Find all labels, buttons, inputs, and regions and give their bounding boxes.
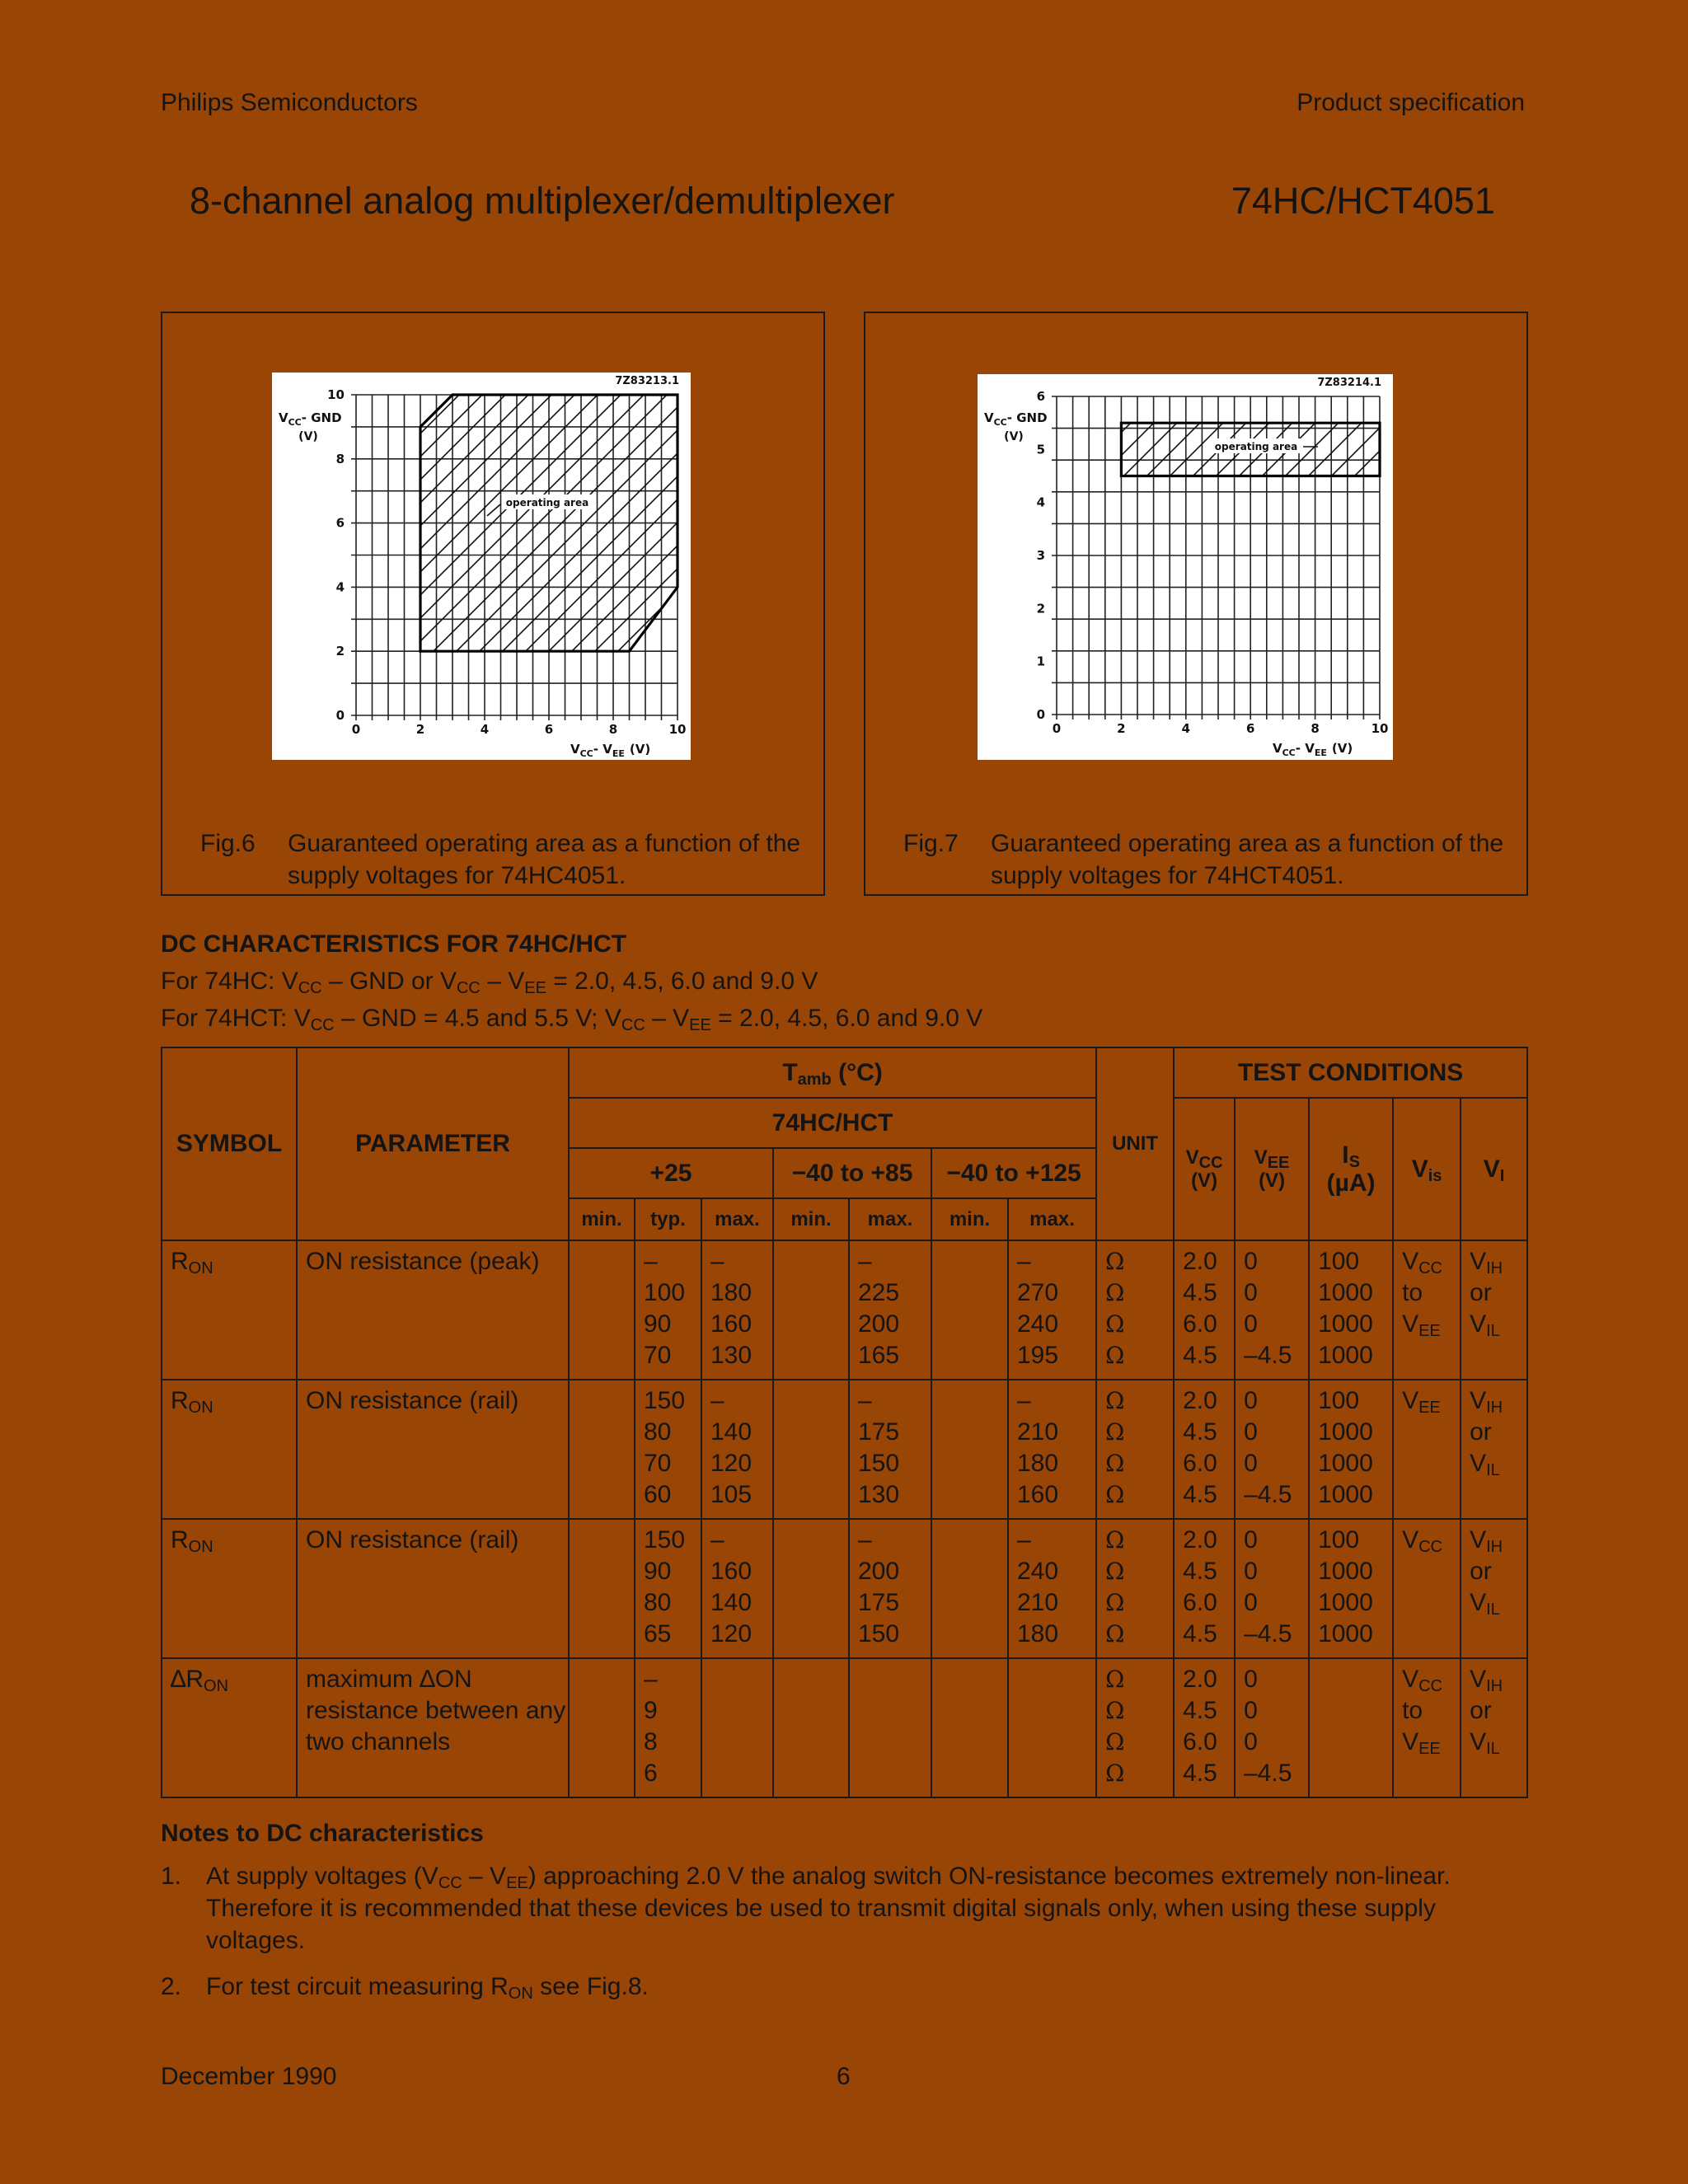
page-number: 6: [837, 2063, 851, 2090]
header-vis: $V_{is}$: [1393, 1098, 1461, 1240]
vee-cell: 0 0 0 –4.5: [1235, 1380, 1309, 1519]
max-25-cell: [701, 1658, 773, 1797]
operating-area-label: operating area: [1214, 441, 1298, 452]
max-125-cell: [1008, 1658, 1096, 1797]
page-title: 8-channel analog multiplexer/demultiplexer: [190, 180, 895, 222]
min-85-cell: [773, 1380, 849, 1519]
footer-date: December 1990: [161, 2063, 337, 2090]
header-max-25: max.: [701, 1198, 773, 1240]
typ-25-cell: 150 80 70 60: [635, 1380, 701, 1519]
header-min-125: min.: [931, 1198, 1008, 1240]
header-max-125: max.: [1008, 1198, 1096, 1240]
vis-cell: $V_{EE}$: [1393, 1380, 1461, 1519]
symbol-cell: $R_{ON}$: [162, 1380, 297, 1519]
figure-code: 7Z83214.1: [1317, 377, 1381, 389]
header-temp-125: −40 to +125: [931, 1148, 1096, 1198]
header-min-25: min.: [569, 1198, 635, 1240]
x-tick-label: 2: [415, 722, 425, 737]
note-2: 2. For test circuit measuring $R_{ON}$ see Fig.8.: [161, 1973, 649, 2003]
header-symbol: SYMBOL: [162, 1047, 297, 1240]
header-vcc: $V_{CC}$ (V): [1174, 1098, 1235, 1240]
y-tick-label: 2: [335, 644, 345, 659]
table-row: [162, 1380, 1527, 1519]
y-tick-label: 0: [1036, 707, 1045, 722]
header-min-85: min.: [773, 1198, 849, 1240]
y-tick-label: 6: [1036, 389, 1045, 404]
max-125-cell: – 210 180 160: [1008, 1380, 1096, 1519]
x-tick-label: 10: [668, 722, 687, 737]
parameter-cell: ON resistance (peak): [297, 1240, 569, 1380]
figure-6-number: Fig.6: [200, 830, 256, 857]
unit-cell: Ω Ω Ω Ω: [1096, 1380, 1174, 1519]
figure-6-box: [161, 312, 825, 896]
x-tick-label: 10: [1371, 721, 1389, 736]
vee-cell: 0 0 0 –4.5: [1235, 1658, 1309, 1797]
x-tick-label: 0: [1052, 721, 1062, 736]
min-85-cell: [773, 1519, 849, 1658]
y-axis-unit: (V): [1004, 430, 1024, 443]
max-85-cell: – 175 150 130: [849, 1380, 931, 1519]
note-1: 1. At supply voltages $(V_{CC} - V_{EE})$ approaching 2.0 V the analog switch ON-resistance becomes extremely non-linear. Therefore it is recommended that these devices be used to transmit digital signals only, when using these supply voltages.: [161, 1863, 1451, 1954]
vcc-cell: 2.0 4.5 6.0 4.5: [1174, 1658, 1235, 1797]
y-tick-label: 10: [327, 387, 345, 402]
x-tick-label: 2: [1117, 721, 1126, 736]
typ-25-cell: 150 90 80 65: [635, 1519, 701, 1658]
y-axis-unit: (V): [298, 430, 318, 443]
y-tick-label: 1: [1036, 654, 1045, 669]
min-125-cell: [931, 1380, 1008, 1519]
min-125-cell: [931, 1658, 1008, 1797]
y-tick-label: 3: [1036, 548, 1045, 563]
fig7-svg: [978, 374, 1393, 760]
is-cell: [1309, 1658, 1393, 1797]
max-125-cell: – 240 210 180: [1008, 1519, 1096, 1658]
hatch-line: [978, 396, 1019, 715]
x-tick-label: 8: [1311, 721, 1320, 736]
vee-cell: 0 0 0 –4.5: [1235, 1519, 1309, 1658]
notes-title: Notes to DC characteristics: [161, 1820, 484, 1847]
table-row: [162, 1519, 1527, 1658]
min-125-cell: [931, 1240, 1008, 1380]
vcc-cell: 2.0 4.5 6.0 4.5: [1174, 1240, 1235, 1380]
vis-cell: $V_{CC}$ to $V_{EE}$: [1393, 1658, 1461, 1797]
max-85-cell: – 225 200 165: [849, 1240, 931, 1380]
parameter-cell: maximum ∆ON resistance between any two channels: [297, 1658, 569, 1797]
min-125-cell: [931, 1519, 1008, 1658]
header-tamb: $T_{amb}$ (°C): [569, 1047, 1096, 1098]
min-25-cell: [569, 1380, 635, 1519]
y-tick-label: 8: [335, 451, 345, 466]
y-tick-label: 6: [335, 515, 345, 531]
y-tick-label: 5: [1036, 442, 1045, 457]
figure-6-chart: [272, 373, 691, 760]
vi-cell: $V_{IH}$ or $V_{IL}$: [1461, 1380, 1527, 1519]
header-typ-25: typ.: [635, 1198, 701, 1240]
unit-cell: Ω Ω Ω Ω: [1096, 1240, 1174, 1380]
typ-25-cell: – 9 8 6: [635, 1658, 701, 1797]
header-unit: UNIT: [1096, 1047, 1174, 1240]
is-cell: 100 1000 1000 1000: [1309, 1380, 1393, 1519]
vcc-cell: 2.0 4.5 6.0 4.5: [1174, 1380, 1235, 1519]
x-tick-label: 8: [608, 722, 618, 737]
symbol-cell: $R_{ON}$: [162, 1519, 297, 1658]
max-125-cell: – 270 240 195: [1008, 1240, 1096, 1380]
figure-7-box: [864, 312, 1528, 896]
header-vee: $V_{EE}$ (V): [1235, 1098, 1309, 1240]
x-tick-label: 6: [544, 722, 554, 737]
hatch-line: [978, 396, 1042, 715]
table-row: [162, 1658, 1527, 1797]
parameter-cell: ON resistance (rail): [297, 1519, 569, 1658]
vee-cell: 0 0 0 –4.5: [1235, 1240, 1309, 1380]
hatch-line: [272, 395, 298, 715]
x-tick-label: 4: [1181, 721, 1191, 736]
x-tick-label: 6: [1245, 721, 1255, 736]
operating-area-label: operating area: [505, 497, 589, 509]
fig6-svg: [272, 373, 691, 760]
header-temp-85: −40 to +85: [773, 1148, 931, 1198]
table-row: [162, 1240, 1527, 1380]
figure-code: 7Z83213.1: [615, 375, 679, 387]
figure-7-chart: [978, 374, 1393, 760]
y-tick-label: 2: [1036, 601, 1045, 616]
vi-cell: $V_{IH}$ or $V_{IL}$: [1461, 1240, 1527, 1380]
max-25-cell: – 160 140 120: [701, 1519, 773, 1658]
figure-7-text: Guaranteed operating area as a function of the supply voltages for 74HCT4051.: [991, 830, 1504, 889]
dc-line-74hc: For 74HC: $V_{CC}$ – GND or $V_{CC} - V_{EE} = 2.0$, 4.5, 6.0 and 9.0 V: [161, 968, 818, 997]
company-name: Philips Semiconductors: [161, 89, 418, 116]
hatch-line: [978, 396, 996, 715]
typ-25-cell: – 100 90 70: [635, 1240, 701, 1380]
header-family: 74HC/HCT: [569, 1098, 1096, 1148]
y-axis-label: $V_{CC}-$ GND: [984, 410, 1048, 428]
x-tick-label: 0: [351, 722, 361, 737]
vcc-cell: 2.0 4.5 6.0 4.5: [1174, 1519, 1235, 1658]
is-cell: 100 1000 1000 1000: [1309, 1519, 1393, 1658]
vis-cell: $V_{CC}$: [1393, 1519, 1461, 1658]
min-25-cell: [569, 1658, 635, 1797]
unit-cell: Ω Ω Ω Ω: [1096, 1658, 1174, 1797]
min-25-cell: [569, 1519, 635, 1658]
doc-type: Product specification: [1296, 89, 1525, 116]
min-25-cell: [569, 1240, 635, 1380]
symbol-cell: $R_{ON}$: [162, 1240, 297, 1380]
vi-cell: $V_{IH}$ or $V_{IL}$: [1461, 1519, 1527, 1658]
header-max-85: max.: [849, 1198, 931, 1240]
dc-characteristics-table: [161, 1047, 1528, 1798]
hatch-line: [272, 395, 274, 715]
x-tick-label: 4: [480, 722, 490, 737]
max-25-cell: – 180 160 130: [701, 1240, 773, 1380]
dc-heading: DC CHARACTERISTICS FOR 74HC/HCT: [161, 930, 627, 958]
y-tick-label: 4: [1036, 494, 1045, 510]
min-85-cell: [773, 1240, 849, 1380]
x-axis-label: $V_{CC}-$ $V_{EE}$ (V): [570, 742, 651, 759]
header-parameter: PARAMETER: [297, 1047, 569, 1240]
header-test-conditions: TEST CONDITIONS: [1174, 1047, 1527, 1098]
header-vi: $V_I$: [1461, 1098, 1527, 1240]
y-axis-label: $V_{CC}-$ GND: [279, 410, 342, 428]
figure-6-text: Guaranteed operating area as a function of the supply voltages for 74HC4051.: [288, 830, 801, 889]
max-85-cell: [849, 1658, 931, 1797]
vis-cell: $V_{CC}$ to $V_{EE}$: [1393, 1240, 1461, 1380]
part-number: 74HC/HCT4051: [1231, 180, 1495, 222]
symbol-cell: $\Delta R_{ON}$: [162, 1658, 297, 1797]
header-temp-25: +25: [569, 1148, 773, 1198]
x-axis-label: $V_{CC}-$ $V_{EE}$ (V): [1273, 741, 1353, 758]
min-85-cell: [773, 1658, 849, 1797]
max-25-cell: – 140 120 105: [701, 1380, 773, 1519]
dc-line-74hct: For 74HCT: $V_{CC}$ – GND = 4.5 and 5.5 V; $V_{CC} - V_{EE} = 2.0$, 4.5, 6.0 and 9.0 V: [161, 1005, 983, 1034]
figure-7-number: Fig.7: [903, 830, 959, 857]
unit-cell: Ω Ω Ω Ω: [1096, 1519, 1174, 1658]
y-tick-label: 4: [335, 579, 345, 595]
y-tick-label: 0: [335, 708, 345, 723]
parameter-cell: ON resistance (rail): [297, 1380, 569, 1519]
vi-cell: $V_{IH}$ or $V_{IL}$: [1461, 1658, 1527, 1797]
max-85-cell: – 200 175 150: [849, 1519, 931, 1658]
area-label-arrow: [487, 504, 500, 516]
header-is: $I_S$ (µA): [1309, 1098, 1393, 1240]
is-cell: 100 1000 1000 1000: [1309, 1240, 1393, 1380]
